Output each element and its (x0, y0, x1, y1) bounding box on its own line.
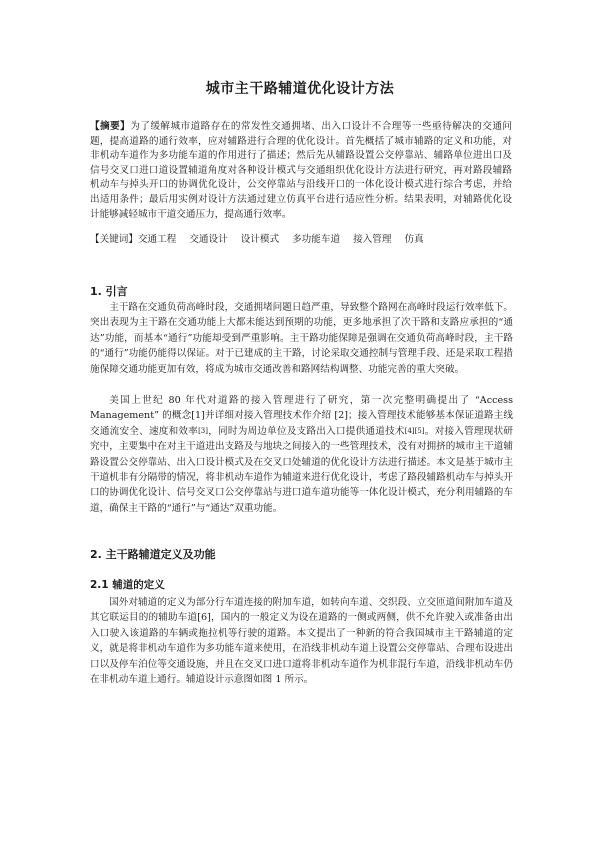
keyword-item: 仿真 (404, 234, 424, 245)
paragraph-text: ，同时为周边单位及支路出入口提供通道技术 (208, 425, 405, 437)
citation: [3] (198, 426, 208, 435)
abstract-label: 【摘要】 (90, 121, 131, 132)
section-2-1-paragraph: 国外对辅道的定义为部分行车道连接的附加车道，如转向车道、交织段、立交匝道间附加车道及其它联运目的的辅助车道[6]，国内的一般定义为设在道路的一侧或两侧，供不允许驶入或准备由出入口驶入该道路的车辆或拖拉机等行驶的道路。本文提出了一种新的符合我国城市主干路辅道的定义，就是将非机动车道作为多功能车道来使用，在沿线非机动车道上设置公交停靠站、合理布设进出口以及停车泊位等交通设施，并且在交叉口进口道将非机动车道作为机非混行车道，沿线非机动车仍在非机动车道上通行。辅道设计示意图如图 1 所示。 (90, 597, 513, 686)
abstract (90, 120, 512, 222)
paper-title: 城市主干路辅道优化设计方法 (205, 81, 395, 97)
paragraph-text: 美国上世纪 80 年代对道路的接入管理进行了研究，第一次完整明确提出了 “Access Management” 的概念[1]并详细对接入管理技术作介绍 [2]；接入管理技术能够基本保证道路主线交通流安全、速度和效率 (90, 395, 513, 437)
keywords (90, 233, 520, 248)
abstract-text: 为了缓解城市道路存在的常发性交通拥堵、出入口设计不合理等一些亟待解决的交通问题，提高道路的通行效率，应对辅路进行合理的优化设计。首先概括了城市辅路的定义和功能，对非机动车道作为多功能车道的作用进行了描述；然后先从辅路设置公交停靠站、辅路单位进出口及信号交叉口进口道设置辅道角度对各种设计模式与交通组织优化设计方法进行研究，再对路段辅路机动车与掉头开口的协调优化设计，公交停靠站与沿线开口的一体化设计模式进行综合考虑，并给出适用条件；最后用实例对设计方法通过建立仿真平台进行适应性分析。结果表明，对辅路优化设计能够减轻城市干道交通压力，提高通行效率。 (90, 121, 513, 220)
keywords-label: 【关键词】 (90, 234, 138, 245)
keyword-item: 设计模式 (240, 234, 280, 245)
section-2-1-heading: 2.1 辅道的定义 (90, 579, 165, 591)
keyword-item: 交通工程 (137, 234, 177, 245)
section-1-paragraph-2 (90, 393, 513, 516)
paragraph-text: 。对接入管理现状研究中，主要集中在对主干道进出支路及与地块之间接入的一些管理技术，没有对拥挤的城市主干道辅路设置公交停靠站、出入口设计模式及在交叉口处辅道的优化设计方法进行描述。本文是基于城市主干道机非有分隔带的情况，将非机动车道作为辅道来进行优化设计，考虑了路段辅路机动车与掉头开口的协调优化设计、信号交叉口公交停靠站与进口道车道功能等一体化设计模式，充分利用辅路的车道，确保主干路的“通行”与“通达”双重功能。 (90, 425, 514, 514)
citation: [4][5] (404, 426, 425, 435)
keyword-item: 接入管理 (353, 234, 392, 245)
keyword-item: 多功能车道 (292, 234, 341, 245)
keyword-item: 交通设计 (189, 234, 228, 245)
section-2-heading: 2. 主干路辅道定义及功能 (90, 548, 216, 561)
section-1-paragraph-1: 主干路在交通负荷高峰时段，交通拥堵问题日趋严重，导致整个路网在高峰时段运行效率低下。突出表现为主干路在交通功能上大都未能达到预期的功能，更多地承担了次干路和支路应承担的“通达”功能，而基本“通行”功能却受到严重影响。主干路功能保障是强调在交通负荷高峰时段，主干路的“通行”功能仍能得以保证。对于已建成的主干路，讨论采取交通控制与管理手段、还是采取工程措施保障交通功能更加有效，将成为城市交通改善和路网结构调整、功能完善的重大突破。 (90, 302, 513, 375)
section-1-heading: 1. 引言 (90, 285, 128, 298)
